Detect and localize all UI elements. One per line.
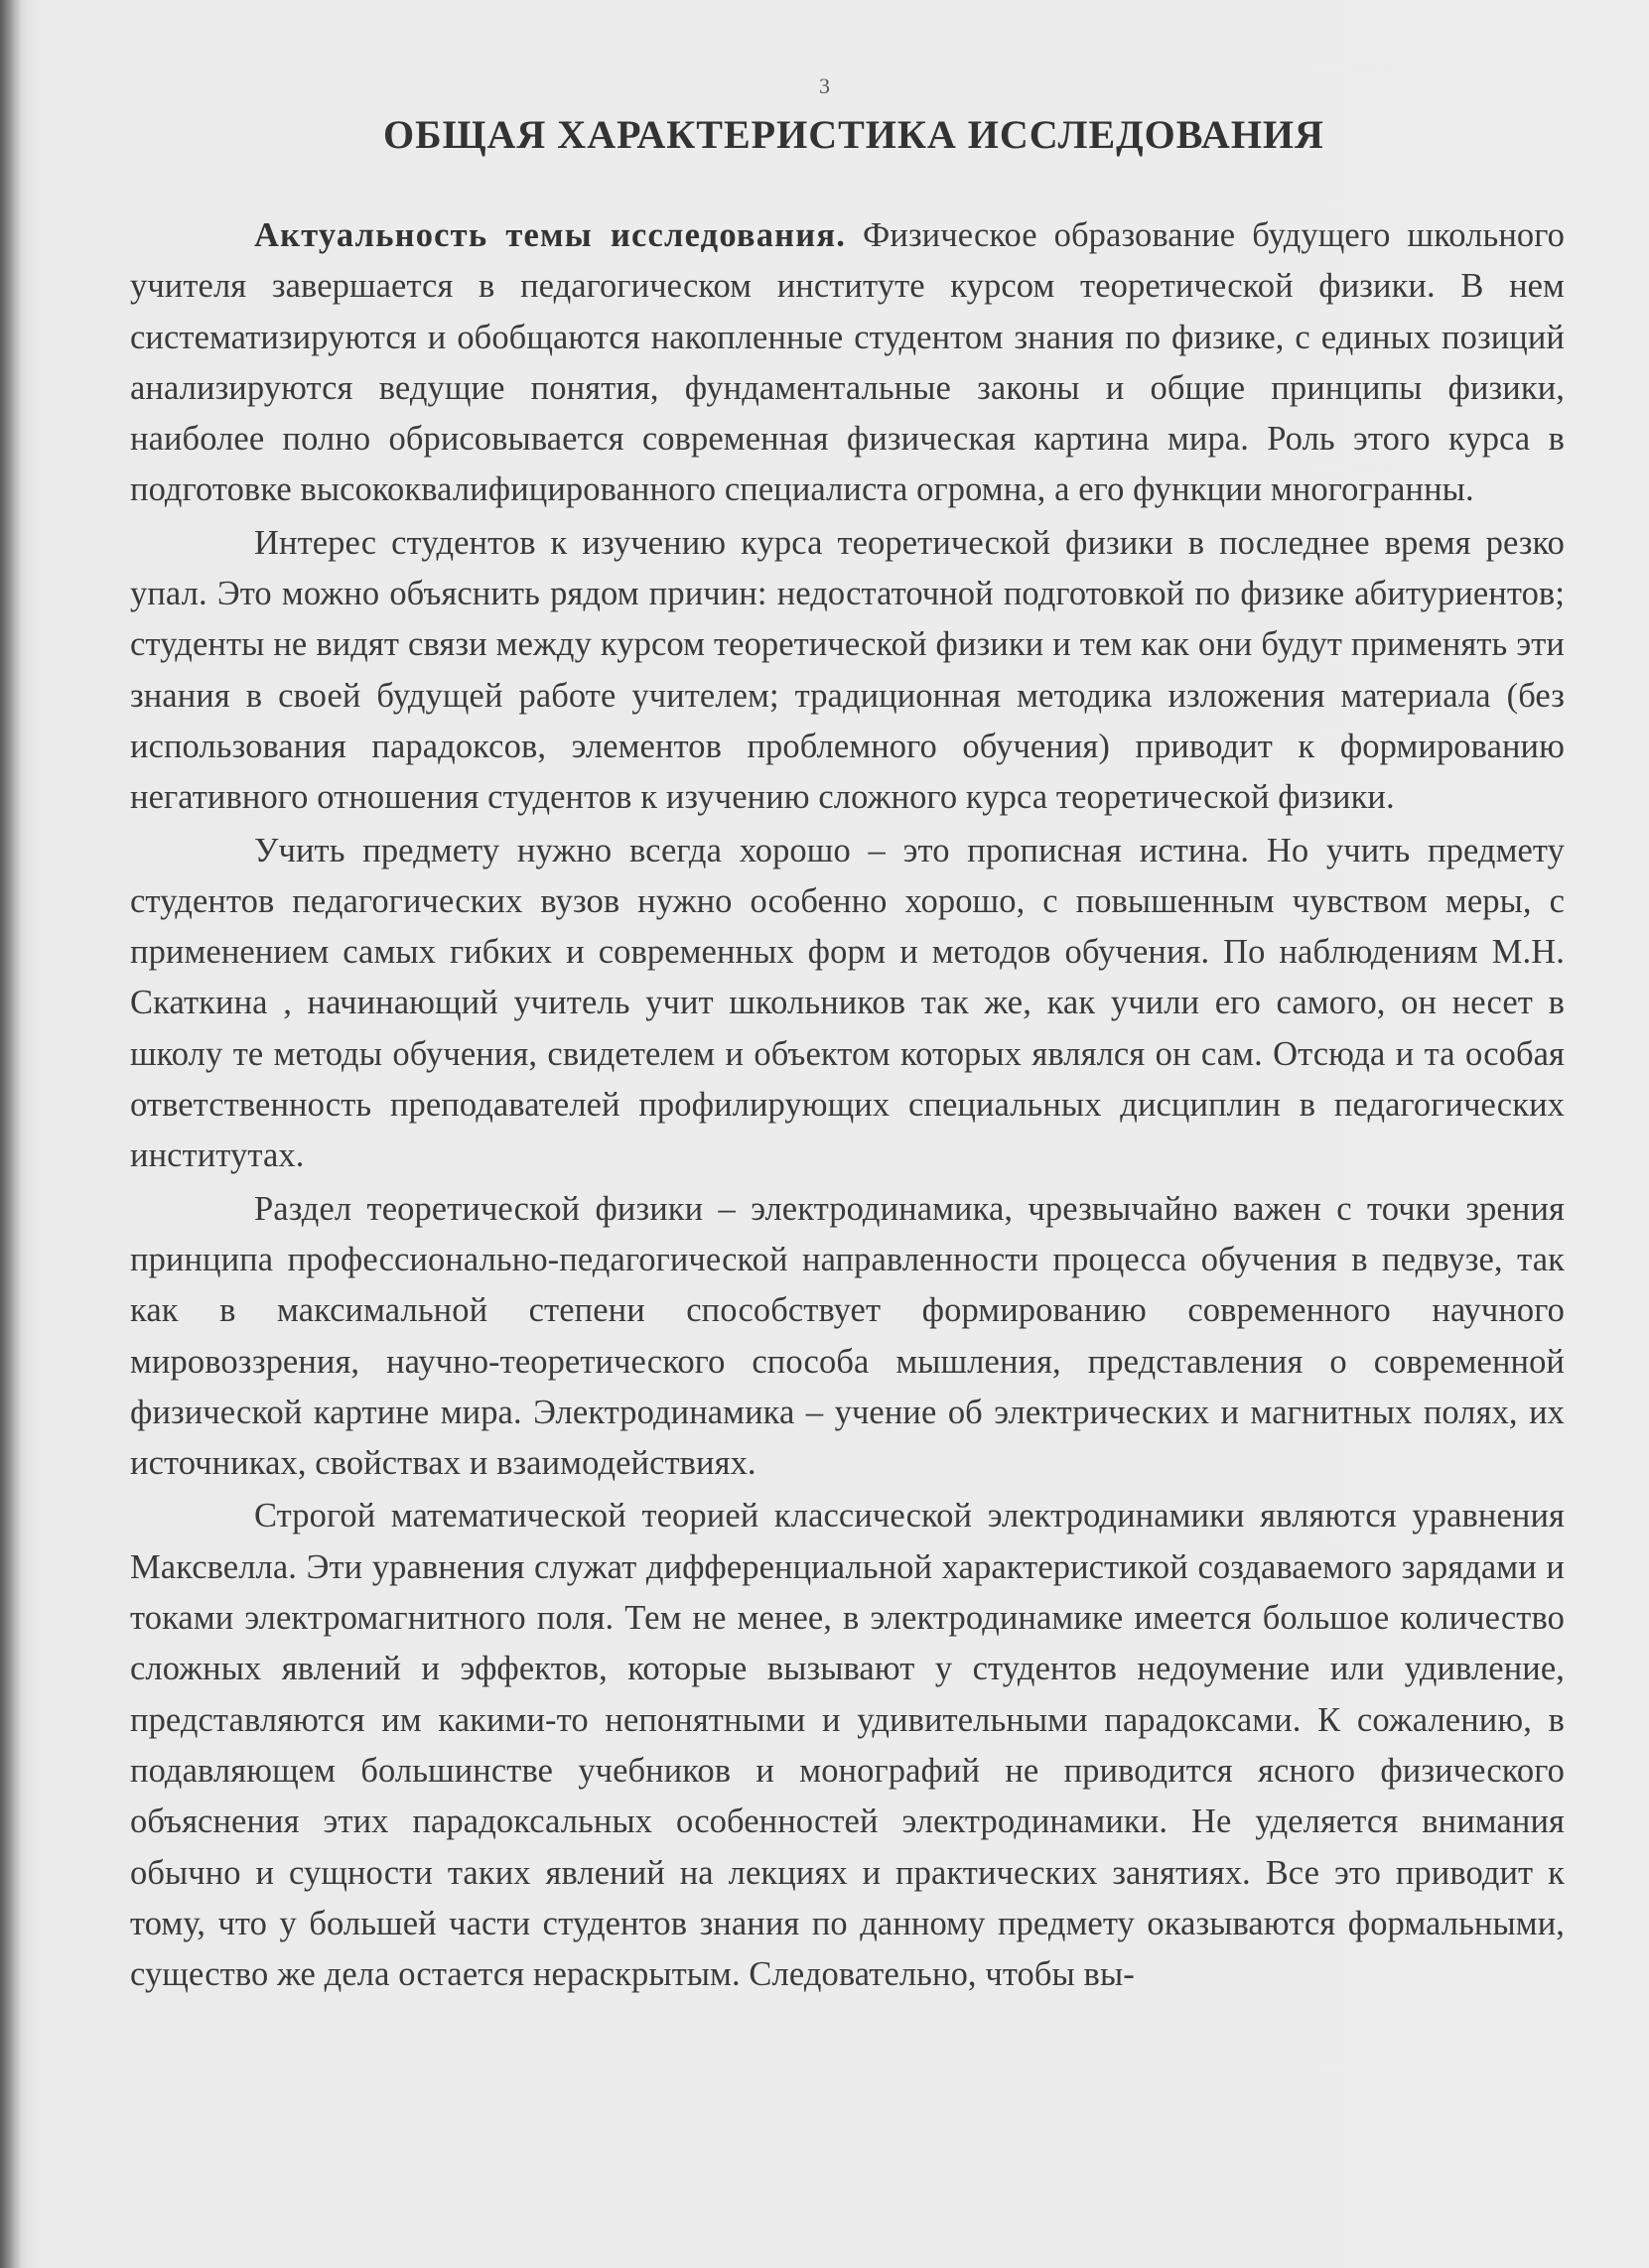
page-title: ОБЩАЯ ХАРАКТЕРИСТИКА ИССЛЕДОВАНИЯ (383, 112, 1324, 157)
page-number: 3 (819, 73, 830, 98)
binding-shadow (0, 0, 22, 2268)
paragraph-text: Физическое образование будущего школьного учителя завершается в педагогическом институте курсом теоретической физики. В нем систематизируются и обобщаются накопленные студентом знания по физике, с единых позиций анализируются ведущие понятия, фундаментальные законы и общие принципы физики, наиболее полно обрисовывается современная физическая картина мира. Роль этого курса в подготовке высококвалифицированного специалиста огромна, а его функции многогранны. (130, 216, 1566, 509)
paragraph-electrodynamics: Раздел теоретической физики – электродинамика, чрезвычайно важен с точки зрения принципа профессионально-педагогической направленности процесса обучения в педвузе, так как в максимальной степени способствует формированию современного научного мировоззрения, научно-теоретического способа мышления, представления о современной физической картине мира. Электродинамика – учение об электрических и магнитных полях, их источниках, свойствах и взаимодействиях. (130, 1189, 1565, 1483)
paragraph-relevance (130, 210, 1565, 516)
paragraph-maxwell: Строгой математической теорией классической электродинамики являются уравнения Максвелла. Эти уравнения служат дифференциальной характеристикой создаваемого зарядами и токами электромагнитного поля. Тем не менее, в электродинамике имеется большое количество сложных явлений и эффектов, которые вызывают у студентов недоумение или удивление, представляются им какими-то непонятными и удивительными парадоксами. К сожалению, в подавляющем большинстве учебников и монографий не приводится ясного физического объяснения этих парадоксальных особенностей электродинамики. Не уделяется внимания обычно и сущности таких явлений на лекциях и практических занятиях. Все это приводит к тому, что у большей части студентов знания по данному предмету оказываются формальными, существо же дела остается нераскрытым. Следовательно, чтобы вы- (130, 1497, 1565, 1994)
body-text (130, 210, 1565, 2002)
paragraph-student-interest: Интерес студентов к изучению курса теоретической физики в последнее время резко упал. Это можно объяснить рядом причин: недостаточной подготовкой по физике абитуриентов; студенты не видят связи между курсом теоретической физики и тем как они будут применять эти знания в своей будущей работе учителем; традиционная методика изложения материала (без использования парадоксов, элементов проблемного обучения) приводит к формированию негативного отношения студентов к изучению сложного курса теоретической физики. (130, 523, 1565, 817)
paragraph-teaching: Учить предмету нужно всегда хорошо – это прописная истина. Но учить предмету студентов педагогических вузов нужно особенно хорошо, с повышенным чувством меры, с применением самых гибких и современных форм и методов обучения. По наблюдениям М.Н. Скаткина , начинающий учитель учит школьников так же, как учили его самого, он несет в школу те методы обучения, свидетелем и объектом которых являлся он сам. Отсюда и та особая ответственность преподавателей профилирующих специальных дисциплин в педагогических институтах. (130, 831, 1565, 1175)
relevance-heading: Актуальность темы исследования. (254, 216, 847, 254)
